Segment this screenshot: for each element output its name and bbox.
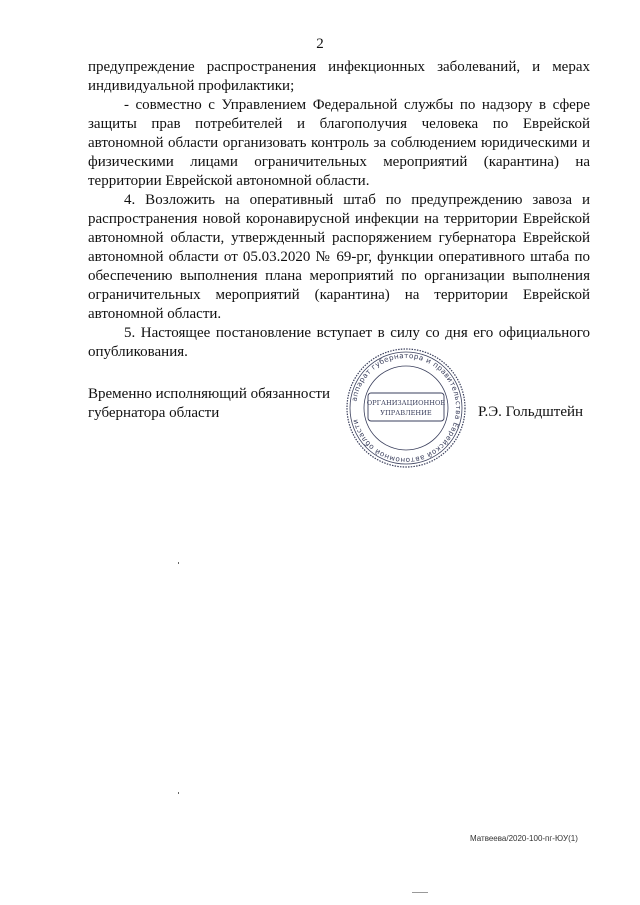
document-body: [88, 58, 590, 362]
seal-outer-text: аппарат губернатора и правительства Еврейской автономной области: [349, 350, 464, 466]
paragraph-item-5: 5. Настоящее постановление вступает в силу со дня его официального опубликования.: [88, 325, 590, 360]
page-number: 2: [316, 36, 324, 52]
paragraph-item-4: 4. Возложить на оперативный штаб по предупреждению завоза и распространения новой коронавирусной инфекции на территории Еврейской автономной области, утвержденный распоряжением губернатора Еврейской автономной области от 05.03.2020 № 69-рг, функции оперативного штаба по обеспечению выполнения плана мероприятий по организации выполнения ограничительных мероприятий (карантина) на территории Еврейской автономной области.: [88, 192, 590, 322]
document-footer-id: Матвеева/2020-100-пг-ЮУ(1): [470, 834, 578, 843]
signatory-position-line2: губернатора области: [88, 405, 220, 421]
signatory-name: Р.Э. Гольдштейн: [478, 404, 584, 420]
paragraph-continuation: предупреждение распространения инфекционных заболеваний, и мерах индивидуальной профилактики;: [88, 59, 590, 94]
signatory-position: [88, 385, 330, 423]
official-seal: [344, 346, 468, 470]
scan-speck: [412, 892, 428, 893]
signatory-position-line1: Временно исполняющий обязанности: [88, 386, 331, 402]
paragraph-control: - совместно с Управлением Федеральной службы по надзору в сфере защиты прав потребителей и благополучия человека по Еврейской автономной области организовать контроль за соблюдением юридическими и физическими лицами ограничительных мероприятий (карантина) на территории Еврейской автономной области.: [88, 97, 590, 189]
scan-speck: [178, 792, 179, 794]
seal-inner-line1: ОРГАНИЗАЦИОННОЕ: [366, 399, 446, 407]
seal-inner-line2: УПРАВЛЕНИЕ: [380, 409, 432, 417]
scan-speck: [178, 562, 179, 564]
